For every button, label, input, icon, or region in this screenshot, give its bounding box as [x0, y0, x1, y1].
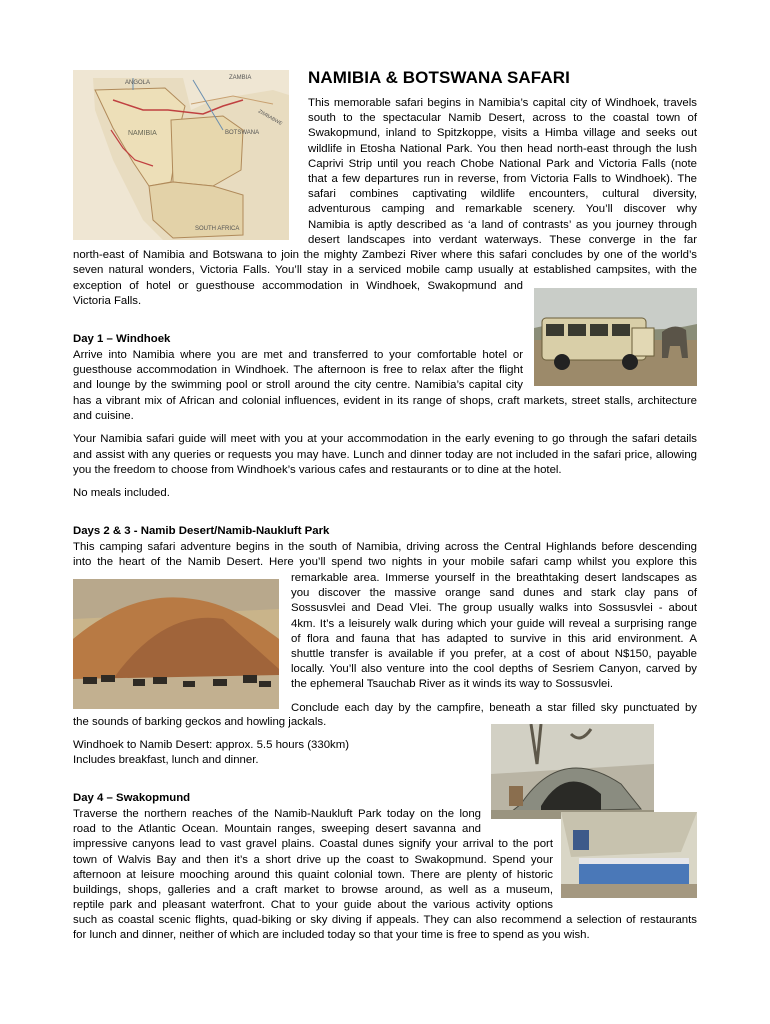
- intro-line: Swakopmund, inland to Spitzkoppe, visits a Himba village and seeks out: [308, 127, 697, 140]
- day2-line: locally. You’ll also venture into the cool depths of Sesriem Canyon, carved by: [291, 663, 697, 676]
- map-image: [73, 70, 289, 240]
- intro-line: seven natural wonders, Victoria Falls. You’ll stay in a serviced mobile camp usually at established campsites, with the: [73, 264, 697, 277]
- day2-line: 4km. It’s a leisurely walk during which your guide will reveal a surprising range: [291, 617, 697, 630]
- day1-line: and lounge by the swimming pool or stroll around the city centre. Namibia’s capital city: [73, 379, 523, 392]
- day1-heading: Day 1 – Windhoek: [73, 333, 171, 345]
- intro-full: [73, 248, 697, 278]
- day2-line: you discover the massive orange sand dunes and stark clay pans of: [291, 587, 697, 600]
- intro-line: that a few departures run in reverse, from Victoria Falls to Windhoek). The: [308, 173, 697, 186]
- day2-line: the ephemeral Tsauchab River as it winds its way to Sossusvlei.: [291, 678, 614, 691]
- day2-line: remarkable area. Immerse yourself in the breathtaking desert landscapes as: [291, 572, 697, 584]
- day1-para2: Your Namibia safari guide will meet with you at your accommodation in the early evening to go through the safari details and assist with any queries or requests you may have. Lunch and dinner today are not included in the safari price, allowing you the freedom to choose from Windhoek’s various cafes and restaurants or to dine at the hotel.: [73, 433, 697, 476]
- safari-truck-image: [534, 288, 697, 386]
- intro-line: adventurous camping and remarkable scenery. You’ll discover why: [308, 203, 697, 216]
- day2-meals: Includes breakfast, lunch and dinner.: [73, 754, 259, 767]
- day1-line: and cuisine.: [73, 410, 134, 423]
- day1-line: has a vibrant mix of African and colonial influences, evident in its range of shops, craft markets, street stalls, architecture: [73, 395, 697, 407]
- map-label-namibia: NAMIBIA: [128, 130, 157, 137]
- day4-line: Traverse the northern reaches of the Namib-Naukluft Park today on the long: [73, 808, 481, 820]
- intro-line: north-east of Namibia and Botswana to join the mighty Zambezi River where this safari concludes by one of the world’s: [73, 249, 697, 261]
- day4-line: afternoon at leisure mooching around this quaint colonial town. There are plenty of historic: [73, 868, 553, 881]
- day4-line: buildings, shops, galleries and a craft market to browse around, as well as a museum,: [73, 884, 553, 897]
- day1-full: [73, 394, 697, 501]
- intro-line: safari combines captivating wildlife encounters, cultural diversity,: [308, 188, 697, 201]
- day1-line: Arrive into Namibia where you are met and transferred to your comfortable hotel or: [73, 349, 523, 361]
- map-label-south-africa: SOUTH AFRICA: [195, 226, 240, 232]
- intro-line: exception of hotel or guesthouse accommodation in Windhoek, Swakopmund and: [73, 280, 523, 292]
- intro-line: wildlife in Etosha National Park. You then head north-east through the lush: [308, 142, 697, 155]
- day2-line: shuttle transfer is available if you prefer, at a cost of about N$150, payable: [291, 648, 697, 661]
- day2-conclude: Conclude each day by the campfire, beneath a star filled sky punctuated by: [291, 701, 697, 714]
- day2-line: into the heart of the Namib Desert. Here you’ll spend two nights in your mobile safari camp whilst you explore this: [73, 556, 697, 569]
- day4-heading: Day 4 – Swakopmund: [73, 792, 191, 804]
- day2-heading: Days 2 & 3 - Namib Desert/Namib-Naukluft Park: [73, 525, 330, 537]
- intro-line: Caprivi Strip until you reach Chobe National Park and Victoria Falls (note: [308, 157, 697, 170]
- intro-end: [73, 279, 523, 309]
- day2-travel: Windhoek to Namib Desert: approx. 5.5 hours (330km): [73, 739, 350, 752]
- day1-line: guesthouse accommodation in Windhoek. The afternoon is free to relax after the flight: [73, 364, 523, 377]
- map-label-angola: ANGOLA: [125, 80, 151, 86]
- day4-line: such as coastal scenic flights, quad-biking or sky diving if appeals. They can also recommend a selection of restaurants: [73, 914, 697, 926]
- day4-line: reptile park and pleasant waterfront. Chat to your guide about the various activity options: [73, 899, 553, 912]
- day2-section: [73, 524, 697, 570]
- map-label-botswana: BOTSWANA: [225, 130, 260, 136]
- day1-meals: No meals included.: [73, 487, 170, 500]
- day2-line: of flora and fauna that has adapted to survive in this arid environment. A: [291, 632, 697, 645]
- day4-full: [73, 913, 697, 943]
- desert-dunes-image: [73, 579, 279, 709]
- map-label-zimbabwe: ZIMBABWE: [257, 108, 284, 128]
- map-label-zambia: ZAMBIA: [229, 75, 252, 81]
- day1-section: [73, 332, 523, 394]
- day4-line: impressive canyons lead to vast gravel plains. Coastal dunes signify your arrival to the port: [73, 838, 553, 851]
- intro-wrapped: [308, 96, 697, 248]
- day2-wrapped: [291, 571, 697, 716]
- day4-section: [73, 791, 553, 913]
- day2-line: Sossusvlei and Dead Vlei. The group usually walks into Sossusvlei - about: [291, 602, 697, 615]
- intro-line: desert landscapes into verdant waterways. These converge in the far: [308, 233, 697, 246]
- day4-line: road to the Atlantic Ocean. Mountain ranges, sweeping desert savanna and: [73, 823, 481, 836]
- intro-line: Victoria Falls.: [73, 295, 142, 308]
- day4-line: town of Walvis Bay and then it’s a short drive up the coast to Swakopmund. Spend your: [73, 853, 553, 866]
- day2-end: [73, 715, 523, 769]
- intro-line: Namibia is aptly described as ‘a land of contrasts’ as you journey through: [308, 218, 697, 231]
- day4-line: for lunch and dinner, neither of which are included today so that your time is free to spend as you wish.: [73, 929, 590, 942]
- intro-line: This memorable safari begins in Namibia’s capital city of Windhoek, travels: [308, 97, 697, 109]
- page-title: NAMIBIA & BOTSWANA SAFARI: [308, 68, 570, 87]
- day2-conclude-end: the sounds of barking geckos and howling jackals.: [73, 716, 327, 728]
- day2-line: This camping safari adventure begins in the south of Namibia, driving across the Central Highlands before descending: [73, 541, 697, 553]
- intro-line: south to the spectacular Namib Desert, across to the coastal town of: [308, 112, 697, 125]
- tent-interior-image: [561, 812, 697, 898]
